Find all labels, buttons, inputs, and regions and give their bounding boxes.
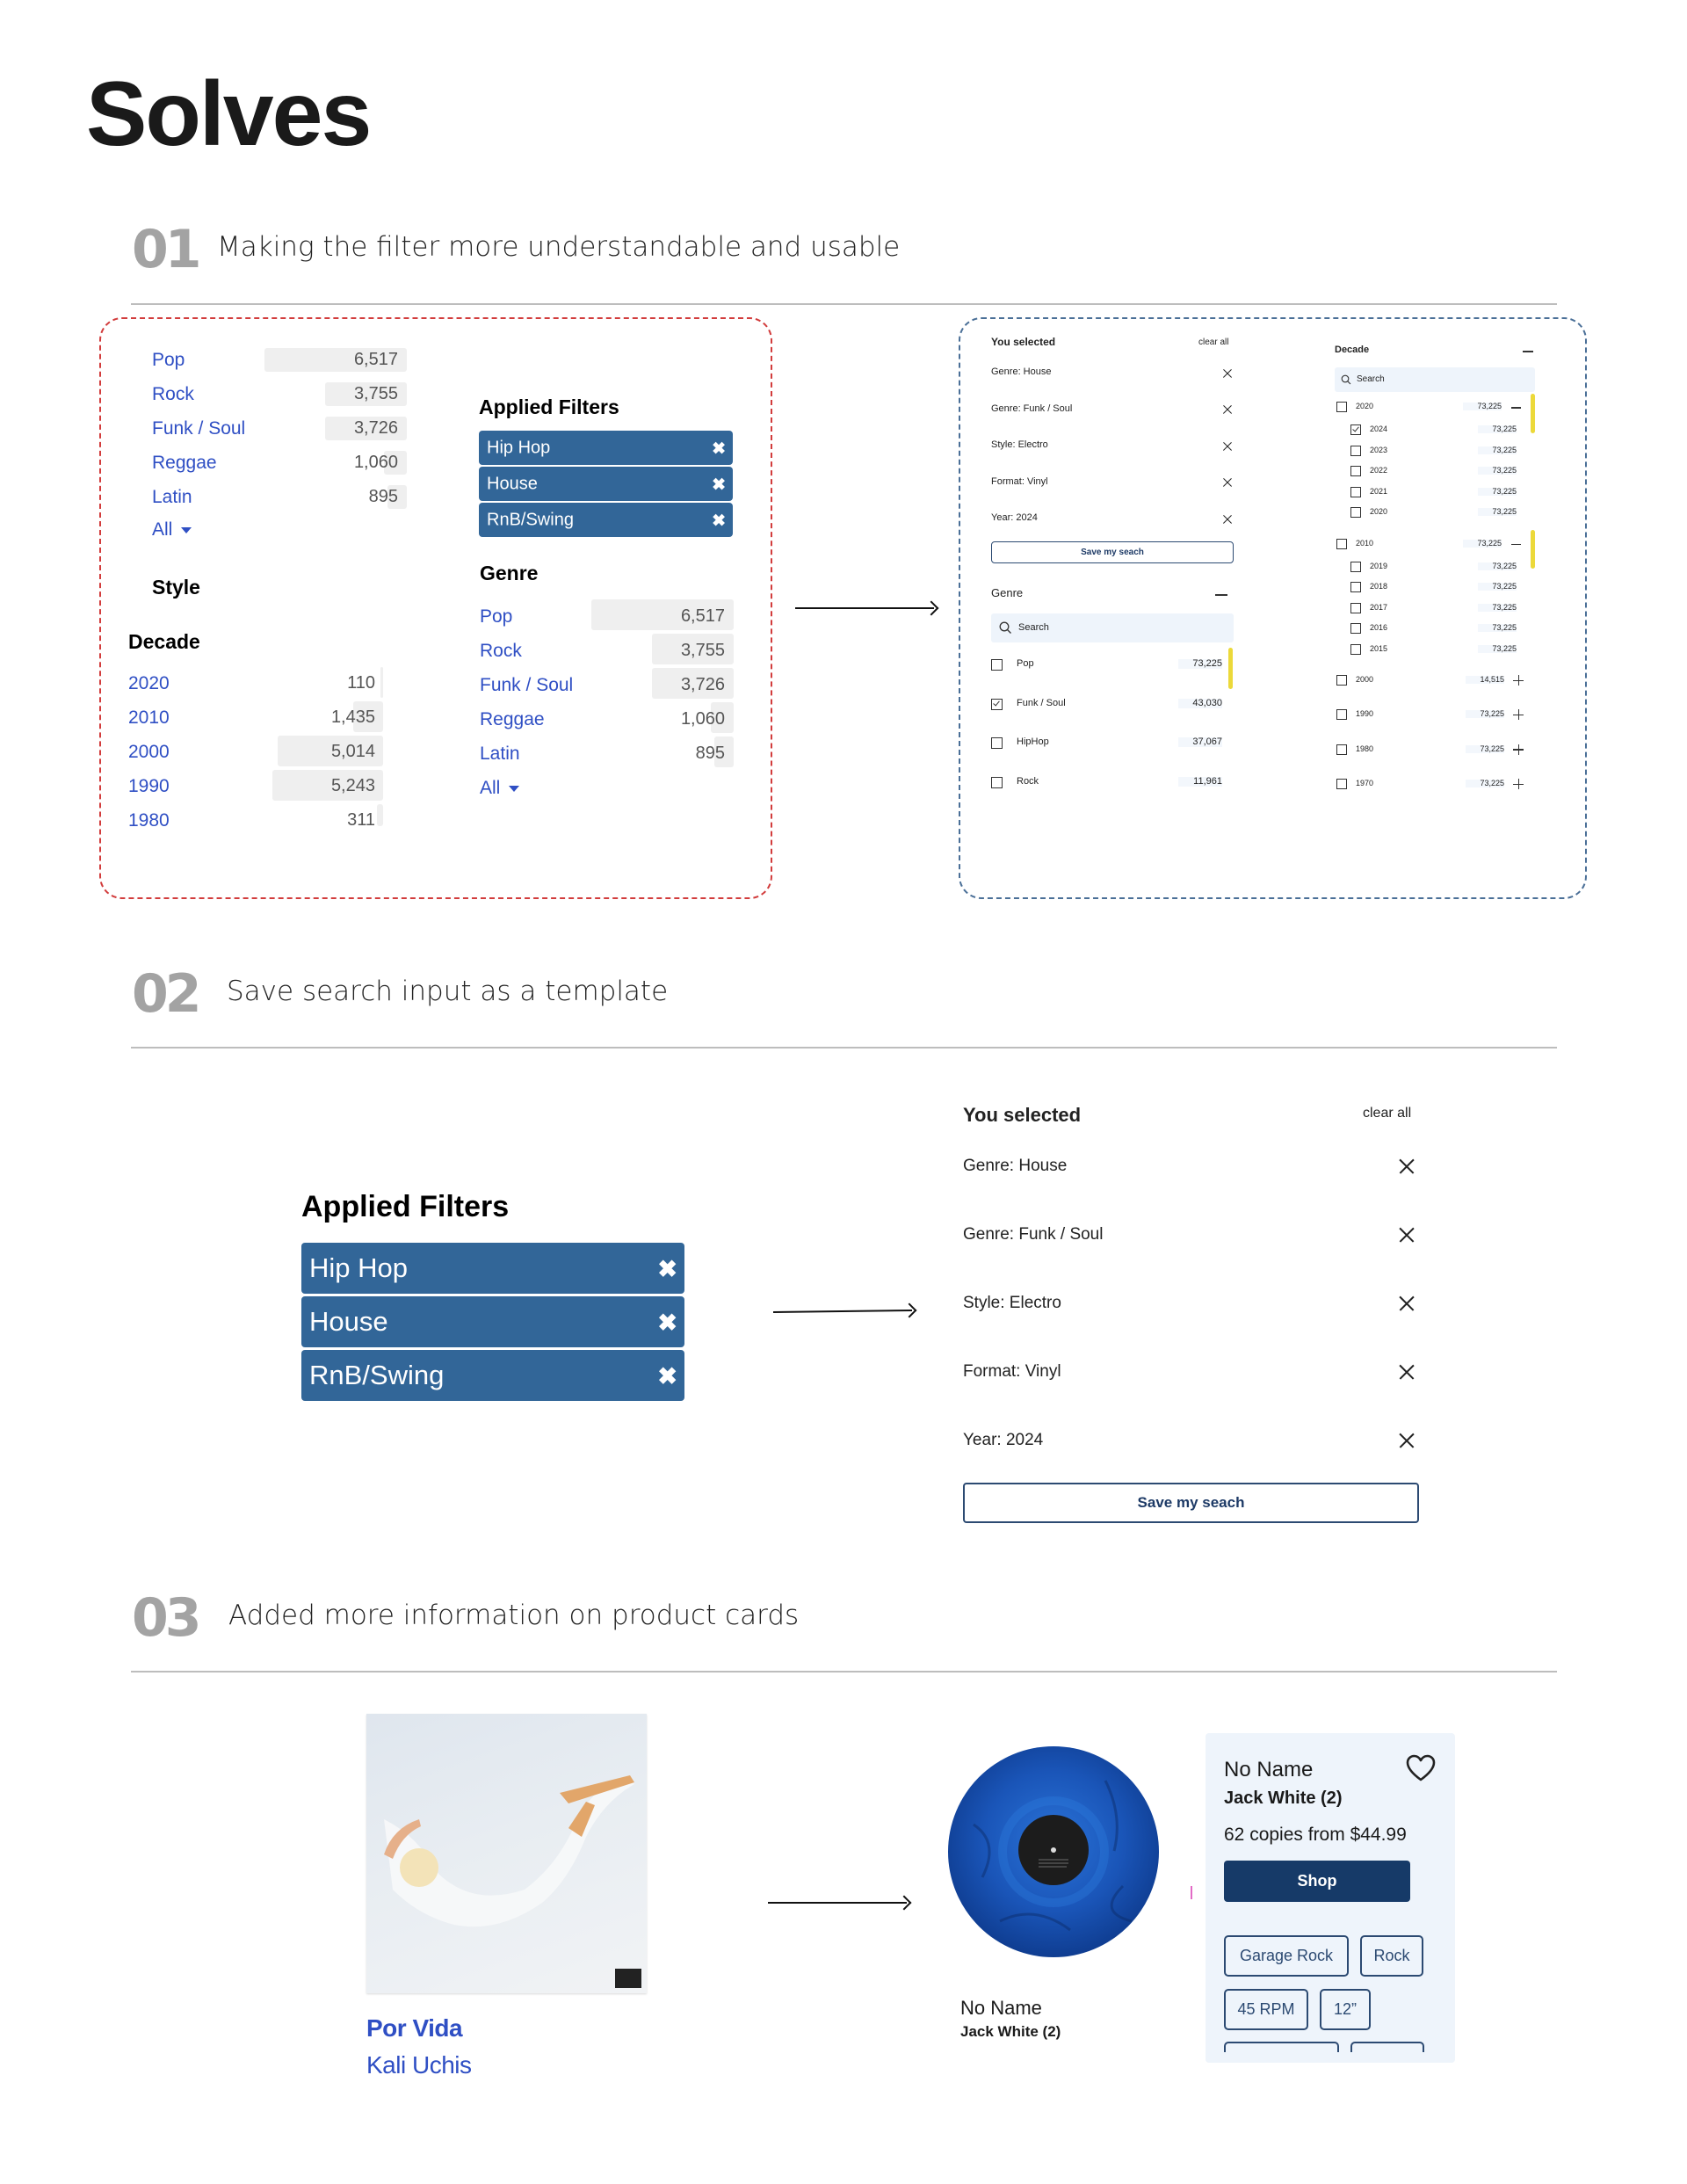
applied-filter-large-chip[interactable]: [301, 1296, 684, 1347]
genre-link[interactable]: Reggae: [480, 709, 545, 729]
tag-chip[interactable]: 45 RPM: [1224, 1989, 1308, 2030]
chip-label: Hip Hop: [487, 438, 551, 457]
decade-link[interactable]: 2020: [128, 673, 170, 693]
tag-chip[interactable]: Garage Rock: [1224, 1935, 1349, 1977]
applied-filter-chip[interactable]: [479, 431, 733, 465]
close-icon[interactable]: [1222, 514, 1232, 524]
scroll-indicator[interactable]: [1531, 530, 1535, 569]
decade-heading: Decade: [128, 630, 200, 653]
close-icon[interactable]: [1222, 368, 1232, 378]
genre-option-label: HipHop: [1017, 736, 1049, 748]
decade-option-label: 1970: [1356, 779, 1374, 788]
decade-option-label: 2010: [1356, 538, 1374, 548]
applied-filter-chip[interactable]: [479, 467, 733, 501]
applied-filter-large-chip[interactable]: [301, 1350, 684, 1401]
decade-count: 5,243: [330, 776, 375, 795]
genre-link[interactable]: Pop: [480, 606, 513, 627]
section-title-03: Added more information on product cards: [228, 1600, 800, 1631]
genre-option-label: Pop: [1017, 658, 1034, 669]
genre-link[interactable]: Rock: [480, 641, 522, 661]
selected-filter-label: Genre: House: [991, 366, 1052, 377]
style-count: 3,726: [353, 418, 398, 438]
album-cover-image[interactable]: [366, 1714, 647, 1993]
shop-button[interactable]: Shop: [1224, 1861, 1410, 1902]
year-option-label: 2016: [1370, 623, 1388, 633]
chip-label: House: [487, 474, 538, 493]
chip-label: House: [309, 1306, 388, 1337]
selected-filter-label: Year: 2024: [991, 512, 1038, 523]
collapse-icon[interactable]: [1215, 594, 1227, 596]
genre-count: 1,060: [680, 709, 725, 729]
all-label: All: [480, 778, 501, 798]
decade-option-count: 14,515: [1466, 676, 1504, 684]
checkbox[interactable]: [1336, 744, 1347, 755]
album-photo-illustration: [366, 1714, 647, 1993]
decade-heading-small: Decade: [1335, 345, 1370, 355]
section-number-02: 02: [132, 963, 199, 1025]
close-icon[interactable]: [1222, 405, 1232, 415]
checkbox[interactable]: [1350, 507, 1361, 518]
year-option-label: 2018: [1370, 582, 1388, 591]
close-icon[interactable]: [1399, 1158, 1415, 1174]
section-number-03: 03: [132, 1587, 199, 1649]
arrow-head-icon: [924, 601, 939, 616]
genre-count: 895: [695, 744, 725, 763]
year-option-count: 73,225: [1478, 562, 1517, 570]
year-option-count: 73,225: [1478, 508, 1517, 516]
caret-down-icon: [509, 786, 519, 792]
genre-link[interactable]: Funk / Soul: [480, 675, 574, 695]
checkbox[interactable]: [1350, 582, 1361, 592]
tag-chip[interactable]: 12”: [1320, 1989, 1371, 2030]
year-option-label: 2019: [1370, 561, 1388, 570]
product-artist[interactable]: Jack White (2): [1224, 1789, 1343, 1808]
remove-icon[interactable]: ✖: [712, 512, 726, 531]
year-option-count: 73,225: [1478, 604, 1517, 612]
decade-option-count: 73,225: [1463, 403, 1502, 410]
heart-icon[interactable]: [1406, 1754, 1436, 1781]
scroll-indicator[interactable]: [1228, 648, 1233, 689]
checkbox[interactable]: [1350, 487, 1361, 497]
decade-option-count: 73,225: [1463, 540, 1502, 548]
genre-link[interactable]: Latin: [480, 744, 520, 764]
product-copies-price: 62 copies from $44.99: [1224, 1825, 1407, 1845]
search-placeholder: Search: [1018, 622, 1049, 633]
close-icon[interactable]: [1399, 1227, 1415, 1243]
clear-all-link[interactable]: clear all: [1198, 337, 1229, 347]
decade-link[interactable]: 1980: [128, 810, 170, 831]
checkbox[interactable]: [1336, 779, 1347, 789]
collapse-icon[interactable]: [1511, 407, 1521, 409]
selected-filter-label: Style: Electro: [991, 439, 1048, 450]
genre-option-count: 11,961: [1178, 777, 1222, 787]
year-option-label: 2022: [1370, 466, 1388, 475]
year-option-label: 2017: [1370, 602, 1388, 612]
chip-label: RnB/Swing: [487, 510, 574, 529]
year-option-count: 73,225: [1478, 645, 1517, 653]
search-placeholder: Search: [1357, 374, 1385, 384]
you-selected-heading-large: You selected: [963, 1104, 1082, 1126]
decade-search-input[interactable]: [1335, 367, 1535, 392]
text-cursor: [1191, 1886, 1192, 1899]
close-icon[interactable]: [1222, 441, 1232, 451]
genre-all-dropdown[interactable]: [480, 779, 519, 797]
year-option-count: 73,225: [1478, 583, 1517, 591]
applied-filters-heading-large: Applied Filters: [301, 1190, 510, 1223]
search-icon: [1341, 374, 1351, 385]
close-icon[interactable]: [1399, 1433, 1415, 1448]
checkbox[interactable]: [1336, 402, 1347, 412]
genre-heading: Genre: [480, 562, 539, 584]
product-title[interactable]: No Name: [1224, 1758, 1314, 1781]
close-icon[interactable]: [1222, 478, 1232, 488]
checkbox[interactable]: [991, 737, 1003, 749]
arrow-icon: [795, 607, 934, 609]
decade-link[interactable]: 2000: [128, 742, 170, 762]
checkbox[interactable]: [991, 777, 1003, 788]
count-bar: [377, 804, 383, 826]
style-link[interactable]: Latin: [152, 487, 192, 507]
selected-filter-label: Style: Electro: [963, 1294, 1061, 1312]
year-option-label: 2015: [1370, 643, 1388, 653]
save-search-button[interactable]: Save my seach: [991, 541, 1234, 563]
style-count: 6,517: [353, 350, 398, 369]
expand-plus-icon[interactable]: [1513, 779, 1524, 789]
checkbox[interactable]: [1350, 562, 1361, 572]
year-option-count: 73,225: [1478, 467, 1517, 475]
new-product-artist-under-image: Jack White (2): [960, 2023, 1061, 2040]
arrow-icon: [768, 1902, 907, 1904]
decade-option-label: 1980: [1356, 744, 1374, 753]
genre-option-count: 73,225: [1178, 659, 1222, 669]
year-option-label: 2023: [1370, 445, 1388, 454]
selected-filter-label: Year: 2024: [963, 1431, 1044, 1449]
style-count: 1,060: [353, 453, 398, 472]
applied-filter-large-chip[interactable]: [301, 1243, 684, 1294]
all-label: All: [152, 519, 173, 540]
decade-option-label: 2020: [1356, 402, 1374, 410]
decade-link[interactable]: 1990: [128, 776, 170, 796]
style-count: 3,755: [353, 384, 398, 403]
remove-icon[interactable]: ✖: [657, 1310, 677, 1337]
expand-plus-icon[interactable]: [1513, 744, 1524, 755]
remove-icon[interactable]: ✖: [712, 439, 726, 459]
genre-count: 3,755: [680, 641, 725, 660]
arrow-icon: [773, 1310, 912, 1313]
product-info-card: [1206, 1733, 1455, 2063]
section-title-01: Making the filter more understandable and usable: [217, 231, 901, 263]
chip-label: RnB/Swing: [309, 1360, 445, 1390]
genre-count: 3,726: [680, 675, 725, 694]
year-option-count: 73,225: [1478, 425, 1517, 433]
page-title: Solves: [86, 63, 371, 165]
decade-count: 5,014: [330, 742, 375, 761]
year-option-label: 2021: [1370, 486, 1388, 496]
section-divider: [131, 303, 1557, 305]
card-fade: [1206, 2052, 1455, 2063]
old-product-title[interactable]: Por Vida: [366, 2014, 463, 2042]
checkbox-checked[interactable]: [991, 699, 1003, 710]
remove-icon[interactable]: ✖: [657, 1256, 677, 1283]
decade-option-count: 73,225: [1466, 710, 1504, 718]
checkbox[interactable]: [1350, 603, 1361, 613]
checkbox[interactable]: [991, 659, 1003, 671]
close-icon[interactable]: [1399, 1295, 1415, 1311]
collapse-icon[interactable]: [1523, 351, 1533, 352]
remove-icon[interactable]: ✖: [712, 475, 726, 495]
genre-option-count: 37,067: [1178, 737, 1222, 747]
checkbox-checked[interactable]: [1350, 424, 1361, 435]
checkbox[interactable]: [1336, 709, 1347, 720]
arrow-head-icon: [902, 1303, 917, 1318]
genre-heading-small: Genre: [991, 586, 1024, 599]
clear-all-link[interactable]: clear all: [1363, 1106, 1412, 1121]
remove-icon[interactable]: ✖: [657, 1363, 677, 1390]
section-divider: [131, 1047, 1557, 1048]
checkbox[interactable]: [1350, 644, 1361, 655]
collapse-icon[interactable]: [1511, 544, 1521, 546]
decade-option-label: 2000: [1356, 675, 1374, 684]
applied-filter-chip[interactable]: [479, 503, 733, 537]
new-product-title-under-image: No Name: [960, 1997, 1042, 2019]
selected-filter-label: Genre: House: [963, 1157, 1068, 1175]
selected-filter-label: Genre: Funk / Soul: [991, 403, 1073, 414]
year-option-label: 2024: [1370, 424, 1388, 433]
checkbox[interactable]: [1336, 539, 1347, 549]
decade-option-count: 73,225: [1466, 745, 1504, 753]
genre-option-label: Funk / Soul: [1017, 697, 1066, 708]
tag-chip[interactable]: Rock: [1360, 1935, 1423, 1977]
close-icon[interactable]: [1399, 1364, 1415, 1380]
selected-filter-label: Format: Vinyl: [963, 1362, 1061, 1381]
old-product-artist[interactable]: Kali Uchis: [366, 2051, 472, 2079]
checkbox[interactable]: [1350, 466, 1361, 476]
genre-count: 6,517: [680, 606, 725, 626]
style-link[interactable]: Rock: [152, 384, 194, 404]
genre-option-count: 43,030: [1178, 699, 1222, 708]
caret-down-icon: [181, 527, 192, 533]
year-option-count: 73,225: [1478, 488, 1517, 496]
year-option-label: 2020: [1370, 507, 1388, 517]
style-heading: Style: [152, 576, 200, 599]
year-option-count: 73,225: [1478, 446, 1517, 454]
section-title-02: Save search input as a template: [227, 976, 669, 1007]
style-all-dropdown[interactable]: [152, 520, 192, 539]
style-link[interactable]: Reggae: [152, 453, 217, 473]
expand-plus-icon[interactable]: [1513, 675, 1524, 686]
style-link[interactable]: Pop: [152, 350, 185, 370]
search-icon: [999, 621, 1012, 635]
style-link[interactable]: Funk / Soul: [152, 418, 246, 439]
decade-option-label: 1990: [1356, 709, 1374, 719]
style-count: 895: [368, 487, 398, 506]
you-selected-heading: You selected: [991, 336, 1056, 348]
decade-count: 110: [347, 673, 375, 693]
save-search-button-large[interactable]: Save my seach: [963, 1483, 1419, 1523]
section-divider: [131, 1671, 1557, 1672]
decade-count: 311: [347, 810, 375, 830]
decade-count: 1,435: [330, 707, 375, 727]
scroll-indicator[interactable]: [1531, 394, 1535, 433]
expand-plus-icon[interactable]: [1513, 709, 1524, 720]
genre-option-label: Rock: [1017, 775, 1039, 787]
selected-filter-label: Format: Vinyl: [991, 475, 1048, 487]
year-option-count: 73,225: [1478, 624, 1517, 632]
arrow-head-icon: [897, 1896, 912, 1911]
count-bar: [380, 667, 383, 698]
applied-filters-heading: Applied Filters: [479, 395, 619, 418]
decade-option-count: 73,225: [1466, 780, 1504, 787]
checkbox[interactable]: [1336, 675, 1347, 686]
checkbox[interactable]: [1350, 446, 1361, 456]
decade-link[interactable]: 2010: [128, 707, 170, 728]
checkbox[interactable]: [1350, 623, 1361, 634]
section-number-01: 01: [132, 219, 199, 280]
chip-label: Hip Hop: [309, 1252, 408, 1283]
selected-filter-label: Genre: Funk / Soul: [963, 1225, 1104, 1244]
vinyl-record-image[interactable]: [947, 1745, 1160, 1958]
genre-search-input[interactable]: [991, 613, 1234, 642]
